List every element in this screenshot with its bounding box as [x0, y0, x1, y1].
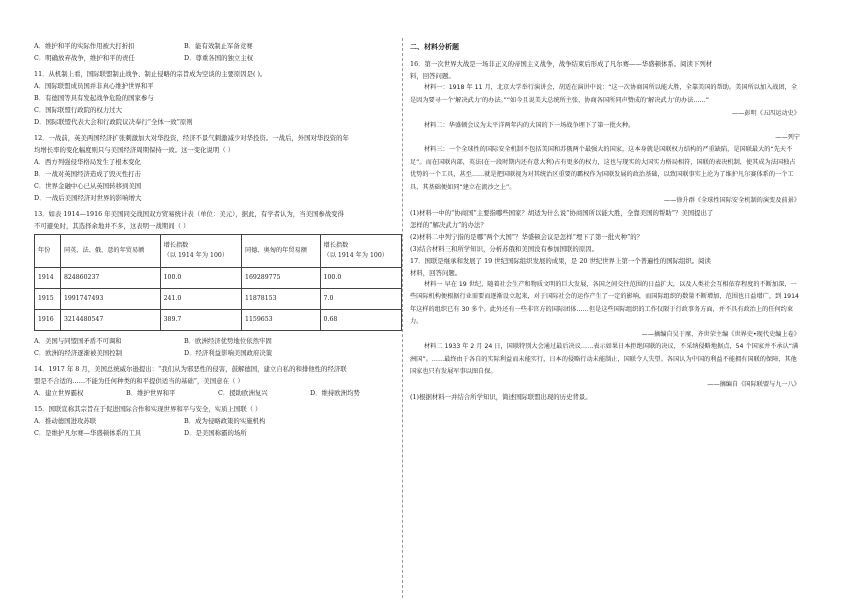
option-c: C．明确放弃战争，维护和平的责任: [34, 54, 135, 62]
table-row: [35, 268, 402, 289]
table-cell: 1915: [35, 289, 61, 310]
q13-stem: 13．如表 1914—1916 年美国同交战国双方贸易统计表（单位：美元），据此，有学者认为，当美国参战变得: [34, 210, 344, 218]
left-column: [34, 40, 402, 439]
option-b: B．一战对英国经济造成了毁灭性打击: [34, 170, 141, 178]
table-header-cell: 增长指数 （以 1914 年为 100）: [320, 235, 401, 268]
table-cell: 1914: [35, 268, 61, 289]
table-cell: 3214480547: [60, 310, 160, 331]
option-c: C．国际联盟行政院的权力过大: [34, 106, 122, 114]
q11-stem: 11．从机制上看，国际联盟制止战争、制止侵略的宗旨成为空谈的主要原因是( )。: [34, 70, 267, 78]
q14-stem-2: 盟是不合适的……不能为任何种类的和平提供适当的基础”，美国意在（ ）: [34, 377, 244, 385]
section-heading: 二、材料分析题: [410, 43, 459, 51]
q17-sub-1: (1)根据材料一并结合所学知识，简述国际联盟出现的历史背景。: [410, 392, 592, 401]
option-d: D．维持欧洲均势: [310, 389, 360, 397]
right-column: [410, 40, 800, 403]
table-cell: 11878153: [242, 289, 321, 310]
table-header-cell: 年份: [35, 235, 61, 268]
table-cell: 7.0: [320, 289, 401, 310]
option-a: A．西方列强侵华格局发生了根本变化: [34, 158, 141, 166]
q14-options: [34, 387, 402, 399]
option-c: C．欧洲的经济逐渐被美国控制: [34, 349, 122, 357]
trade-table: [34, 234, 402, 331]
table-header-row: [35, 235, 402, 268]
q17-intro-2: 材料，回答问题。: [410, 268, 462, 277]
material-1: 材料一：1918 年 11 月，北京大学举行演讲会，胡适在演讲中说：“这一次协商国所以能大胜，全靠美国的帮助。美国所以加入战团，全是因为要寻一个‘解决武力’的办法。”“如今且说美大总统所主张，协商各国所同声赞成的‘解决武力’的办法……”: [410, 84, 798, 104]
q12-stem: 12．一战前，英美两国经济扩张刺激加大对华投资，经济不景气刺激减少对华投资。一战后，外国对华投资的年: [34, 134, 349, 142]
option-d: D．是美国称霸的场所: [184, 429, 247, 437]
column-divider: [402, 38, 403, 598]
option-b: B．维护世界和平: [126, 389, 176, 397]
table-cell: 100.0: [320, 268, 401, 289]
table-cell: 100.0: [160, 268, 241, 289]
option-b: B．成为侵略政策的实施机构: [184, 417, 266, 425]
material-4: 材料一 早在 19 世纪，随着社会生产和物质文明的巨大发展，各国之间交往范围的日益扩大，以及人类社会互相依存程度的不断加深，一些国际机构便根据行业需要而逐渐设立起来，对于国际社会的运作产生了一定的影响，而国际组织的数量不断增加，范围也日益增广，到 1914 年这样的组织已有 30 多个。此外还有一些非官方的国际团体……但是这些国际组织的工作仅限于行政事务方面，并不具有政治上的任何约束力。: [410, 280, 799, 326]
q10-options-2: [34, 52, 402, 64]
table-row: [35, 289, 402, 310]
option-c: C．世界金融中心已从英国转移到美国: [34, 182, 142, 190]
q16-sub-3: (3)结合材料三和所学知识，分析苏俄和美国没有参加国联的原因。: [410, 244, 598, 253]
material-source: ——摘编自吴于廑、齐世荣主编《世界史•现代史编上卷》: [641, 330, 800, 338]
material-source: ——彭明《五四运动史》: [731, 109, 800, 117]
material-5: 材料二 1933 年 2 月 24 日，国联特别大会通过最后决议……表示如果日本拒绝国联的决议，不采纳侵略地据点，54 个国家并不承认“满洲国”。……最终由于各自的实际利益而未能实行，日本的侵略行动未能制止，国联令人失望。各国认为中国的利益不能拥有国联的保障，其他国家也只有发展军事以图自保。: [410, 342, 799, 376]
table-cell: 1159653: [242, 310, 321, 331]
option-d: D．一战后美国经济对世界的影响增大: [34, 194, 142, 202]
table-cell: 824860237: [60, 268, 160, 289]
table-cell: 169289775: [242, 268, 321, 289]
option-c: C．援助欧洲复兴: [218, 389, 268, 397]
option-b: B．有德国等具有发起战争危险的国家参与: [34, 94, 154, 102]
table-cell: 1991747493: [60, 289, 160, 310]
q16-intro: 16．第一次世界大战是一场非正义的帝国主义战争，战争结束后形成了凡尔赛——华盛顿体系。阅读下列材: [410, 60, 713, 69]
table-header-cell: 增长指数 （以 1914 年为 100）: [160, 235, 241, 268]
material-source: ——列宁: [775, 134, 800, 142]
q14-stem: 14．1917 年 8 月，美国总统威尔逊提出：“我们从为邪恶性的侵害，鼓解德国，建立自私的和排他性的经济联: [34, 365, 347, 373]
option-a: A．国际联盟成员国并非真心维护世界和平: [34, 82, 154, 90]
table-cell: 389.7: [160, 310, 241, 331]
q16-intro-2: 料，回答问题。: [410, 72, 455, 81]
table-cell: 241.0: [160, 289, 241, 310]
option-a: A．美国与同盟国矛盾不可调和: [34, 337, 122, 345]
option-d: D．尊重各国的独立主权: [184, 54, 254, 62]
table-row: [35, 310, 402, 331]
q15-options-2: [34, 427, 402, 439]
q15-stem: 15．国联宣称其宗旨在于促进国际合作和实现世界和平与安全，实质上国联（ ）: [34, 405, 262, 413]
q13-options: [34, 335, 402, 347]
option-c: C．是维护凡尔赛—华盛顿体系的工具: [34, 429, 142, 437]
q10-options: [34, 40, 402, 52]
option-b: B．能有效制止军备竞赛: [184, 42, 253, 50]
option-a: A．维护和平的实际作用被大打折扣: [34, 42, 135, 50]
q16-sub-1: (1)材料一中的“协商国”主要指哪些国家？胡适为什么说“协商国所以能大胜，全靠美国的帮助”？美国提出了: [410, 208, 714, 217]
material-3: 材料三：一个全球性的国际安全机制不包括美国和苏俄两个最强大的国家，这本身就是国联权力结构的严重缺陷，是国联最大的“先天不足”。而在国联内部，英法(在一段时期内还有意大利)占有更多的权力，这也与现实的大国实力格局相符，国联的表决机制，使其成为法国独占优势的一个工具，甚至……就是把国联视为对其统治区重要的霸权作为国联发展的政治基础，以致国联事实上沦为了维护凡尔赛体系的一个工具，其基础便如同“建立在流沙之上”。: [410, 146, 796, 191]
material-source: ——摘编自《国际联盟与九一八》: [707, 380, 800, 388]
table-header-cell: 同德、奥匈的年贸易额: [242, 235, 321, 268]
table-header-cell: 同英、法、俄、意的年贸易额: [60, 235, 160, 268]
q16-sub-2: (2)材料二中列宁指的是哪“两个大国”？华盛顿会议是怎样“埋下了第一批火种”的？: [410, 232, 644, 241]
material-2: 材料二：华盛顿会议为太平洋两年内的大国的下一场战争埋下了第一批火种。: [424, 121, 635, 129]
table-cell: 0.68: [320, 310, 401, 331]
q12-stem-2: 均增长率的变化幅度则只与美国经济周期保持一致。这一变化说明（ ）: [34, 146, 235, 154]
material-source: ——徐升群《全球性国际安全机制的演变及前景》: [663, 196, 800, 204]
option-a: A．推动德国进攻苏联: [34, 417, 97, 425]
option-d: D．国际联盟代表大会和行政院议决奉行“全体一致”原则: [34, 118, 193, 126]
table-cell: 1916: [35, 310, 61, 331]
option-d: D．经济利益影响美国政府决策: [184, 349, 273, 357]
q16-sub-1-cont: 怎样的“解决武力”的办法？: [410, 220, 487, 229]
option-a: A．建立世界霸权: [34, 389, 84, 397]
q13-options-2: [34, 347, 402, 359]
option-b: B．欧洲经济优势地位依然牢固: [184, 337, 272, 345]
q13-stem-2: 不可避免时，其选择余地并不多，这表明一战期间（ ）: [34, 222, 190, 230]
q15-options: [34, 415, 402, 427]
q17-intro: 17．国联是继承和发展了 19 世纪国际组织发展的成果，是 20 世纪世界上第一个普遍性的国际组织。阅读: [410, 256, 711, 265]
